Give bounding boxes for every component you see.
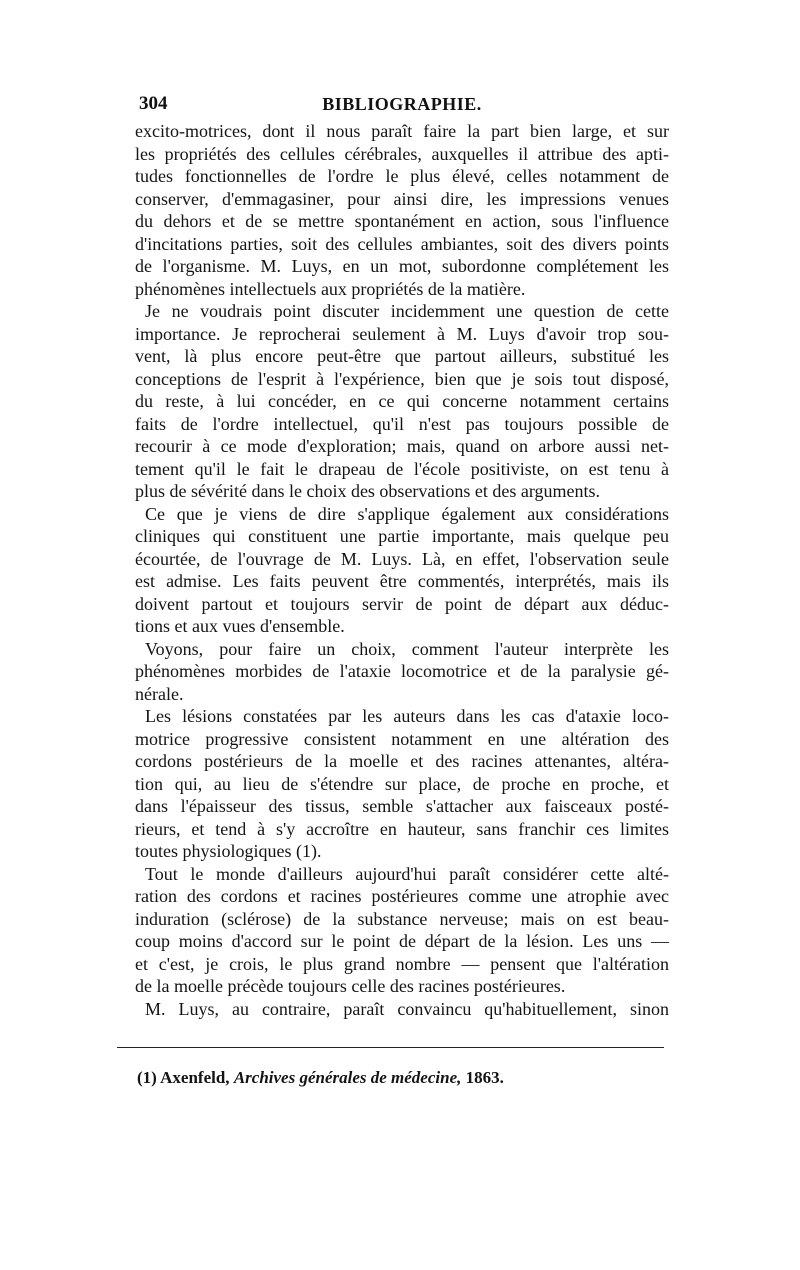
body-text [135, 120, 669, 1020]
text-line: M. Luys, au contraire, paraît convaincu qu'habituellement, sinon [145, 998, 669, 1019]
text-line: d'incitations parties, soit des cellules ambiantes, soit des divers points [135, 233, 669, 254]
text-line: induration (sclérose) de la substance nerveuse; mais on est beau- [135, 908, 669, 929]
text-line: dans l'épaisseur des tissus, semble s'attacher aux faisceaux posté- [135, 796, 669, 816]
footnote-year: 1863. [465, 1068, 504, 1087]
text-line: est admise. Les faits peuvent être commentés, interprétés, mais ils [135, 571, 669, 591]
text-line: nérale. [135, 683, 184, 704]
page-number: 304 [139, 93, 168, 114]
text-line: toutes physiologiques (1). [135, 841, 322, 861]
text-line: excito-motrices, dont il nous paraît faire la part bien large, et sur [135, 121, 669, 141]
text-line: doivent partout et toujours servir de point de départ aux déduc- [135, 593, 669, 614]
text-line: Je ne voudrais point discuter incidemment une question de cette [145, 301, 669, 321]
footnote-journal: Archives générales de médecine, [233, 1068, 462, 1087]
text-line: du dehors et de se mettre spontanément en action, sous l'influence [135, 211, 669, 231]
text-line: écourtée, de l'ouvrage de M. Luys. Là, en effet, l'observation seule [135, 548, 669, 569]
text-line: de la moelle précède toujours celle des racines postérieures. [135, 976, 566, 996]
text-line: tement qu'il le fait le drapeau de l'école positiviste, on est tenu à [135, 458, 669, 479]
text-line: phénomènes intellectuels aux propriétés de la matière. [135, 278, 526, 299]
footnote-marker: (1) [137, 1068, 157, 1087]
text-line: Tout le monde d'ailleurs aujourd'hui paraît considérer cette alté- [145, 863, 669, 884]
text-line: motrice progressive consistent notamment en une altération des [135, 728, 669, 749]
running-title: BIBLIOGRAPHIE. [322, 94, 482, 114]
text-line: Les lésions constatées par les auteurs dans les cas d'ataxie loco- [145, 706, 669, 726]
text-line: importance. Je reprocherai seulement à M. Luys d'avoir trop sou- [135, 323, 669, 344]
text-line: et c'est, je crois, le plus grand nombre — pensent que l'altération [135, 953, 669, 974]
text-line: tions et aux vues d'ensemble. [135, 616, 345, 636]
text-line: faits de l'ordre intellectuel, qu'il n'est pas toujours possible de [135, 413, 669, 434]
text-line: tion qui, au lieu de s'étendre sur place, de proche en proche, et [135, 773, 669, 794]
text-line: vent, là plus encore peut-être que partout ailleurs, substitué les [135, 346, 669, 366]
text-line: phénomènes morbides de l'ataxie locomotrice et de la paralysie gé- [135, 661, 669, 681]
text-line: Voyons, pour faire un choix, comment l'auteur interprète les [145, 638, 669, 659]
text-line: Ce que je viens de dire s'applique également aux considérations [145, 503, 669, 524]
text-line: ration des cordons et racines postérieures comme une atrophie avec [135, 886, 669, 906]
text-line: recourir à ce mode d'exploration; mais, quand on arbore aussi net- [135, 436, 669, 456]
text-line: conceptions de l'esprit à l'expérience, bien que je sois tout disposé, [135, 368, 669, 389]
text-line: conserver, d'emmagasiner, pour ainsi dire, les impressions venues [135, 188, 669, 209]
text-line: cordons postérieurs de la moelle et des racines attenantes, altéra- [135, 751, 669, 771]
text-line: plus de sévérité dans le choix des observations et des arguments. [135, 481, 601, 501]
text-line: tudes fonctionnelles de l'ordre le plus élevé, celles notamment de [135, 166, 669, 186]
footnote-rule [117, 1047, 664, 1048]
text-line: coup moins d'accord sur le point de départ de la lésion. Les uns — [135, 931, 669, 951]
text-line: cliniques qui constituent une partie importante, mais quelque peu [135, 526, 669, 546]
text-line: de l'organisme. M. Luys, en un mot, subordonne complétement les [135, 256, 669, 276]
text-line: du reste, à lui concéder, en ce qui concerne notamment certains [135, 391, 669, 411]
footnote [137, 1067, 667, 1089]
footnote-author: Axenfeld, [160, 1068, 230, 1087]
text-line: les propriétés des cellules cérébrales, auxquelles il attribue des apti- [135, 143, 669, 164]
page-header [137, 92, 667, 116]
text-line: rieurs, et tend à s'y accroître en hauteur, sans franchir ces limites [135, 818, 669, 839]
